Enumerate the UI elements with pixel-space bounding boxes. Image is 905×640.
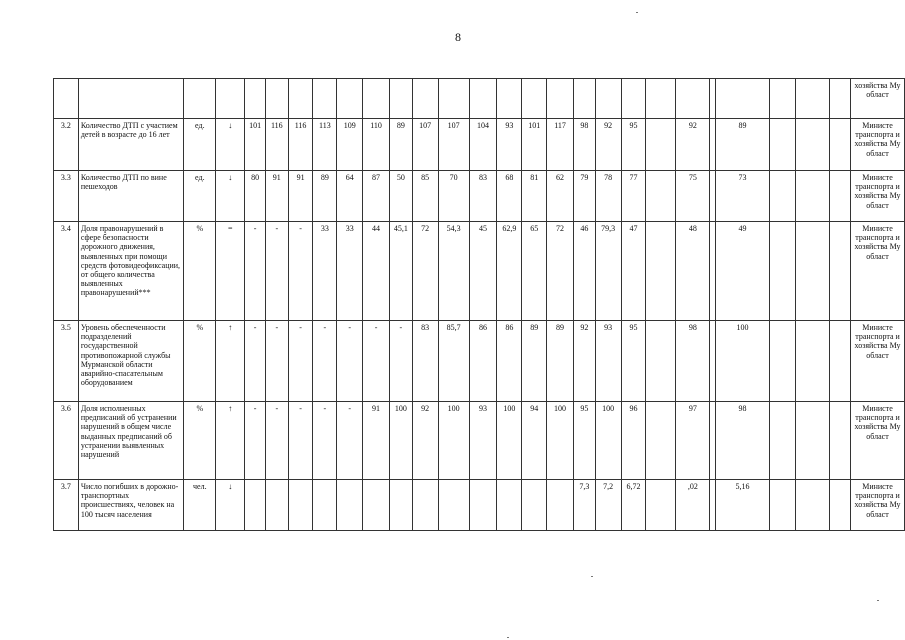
- table-row: [54, 119, 905, 171]
- value-cell: 46: [573, 222, 595, 321]
- value-cell: -: [313, 321, 337, 402]
- value-cell: 109: [337, 119, 363, 171]
- value-cell: 113: [313, 119, 337, 171]
- responsible-cell: Министе транспорта и хозяйства Му област: [851, 222, 905, 321]
- value-cell: -: [363, 321, 390, 402]
- value-cell: 100: [389, 402, 412, 480]
- value-cell: 97: [676, 402, 710, 480]
- value-cell: 68: [497, 171, 522, 222]
- empty-cell: [796, 402, 830, 480]
- value-cell: 100: [497, 402, 522, 480]
- value-cell: 92: [595, 119, 621, 171]
- value-cell: -: [265, 402, 288, 480]
- value-cell: 62,9: [497, 222, 522, 321]
- value-cell: 107: [438, 119, 469, 171]
- value-cell: 92: [573, 321, 595, 402]
- value-cell: -: [288, 222, 313, 321]
- value-cell: 62: [547, 171, 574, 222]
- value-cell: 91: [265, 171, 288, 222]
- value-cell: 6,72: [621, 480, 646, 531]
- table-row: [54, 480, 905, 531]
- empty-cell: [770, 119, 796, 171]
- empty-cell: [830, 402, 851, 480]
- value-cell: 101: [522, 119, 547, 171]
- value-cell: 98: [676, 321, 710, 402]
- value-cell: 73: [715, 171, 770, 222]
- value-cell: 116: [288, 119, 313, 171]
- value-cell: [646, 402, 676, 480]
- value-cell: 83: [412, 321, 438, 402]
- value-cell: 7,2: [595, 480, 621, 531]
- table-row: [54, 402, 905, 480]
- value-cell: 117: [547, 119, 574, 171]
- value-cell: [337, 480, 363, 531]
- value-cell: -: [265, 321, 288, 402]
- responsible-cell: Министе транспорта и хозяйства Му област: [851, 119, 905, 171]
- value-cell: 45,1: [389, 222, 412, 321]
- value-cell: 89: [313, 171, 337, 222]
- empty-cell: [830, 171, 851, 222]
- empty-cell: [796, 321, 830, 402]
- indicator-name: Доля исполненных предписаний об устранении нарушений в общем числе выданных предписаний об устранении выявленных нарушений: [78, 402, 183, 480]
- value-cell: 85: [412, 171, 438, 222]
- value-cell: 86: [497, 321, 522, 402]
- value-cell: [646, 222, 676, 321]
- value-cell: 98: [715, 402, 770, 480]
- value-cell: 116: [265, 119, 288, 171]
- value-cell: [646, 480, 676, 531]
- indicator-name: Количество ДТП по вине пешеходов: [78, 171, 183, 222]
- value-cell: 72: [547, 222, 574, 321]
- value-cell: 50: [389, 171, 412, 222]
- value-cell: 110: [363, 119, 390, 171]
- value-cell: [522, 480, 547, 531]
- value-cell: 70: [438, 171, 469, 222]
- value-cell: 44: [363, 222, 390, 321]
- value-cell: [265, 480, 288, 531]
- responsible-cell: Министе транспорта и хозяйства Му област: [851, 171, 905, 222]
- value-cell: 85,7: [438, 321, 469, 402]
- value-cell: -: [313, 402, 337, 480]
- row-number: 3.2: [54, 119, 79, 171]
- value-cell: 7,3: [573, 480, 595, 531]
- empty-cell: [770, 402, 796, 480]
- value-cell: 65: [522, 222, 547, 321]
- trend-cell: ↓: [216, 171, 245, 222]
- empty-cell: [770, 171, 796, 222]
- trend-cell: ↓: [216, 480, 245, 531]
- value-cell: [412, 480, 438, 531]
- empty-cell: [796, 119, 830, 171]
- value-cell: [438, 480, 469, 531]
- value-cell: 77: [621, 171, 646, 222]
- responsible-cell: Министе транспорта и хозяйства Му област: [851, 402, 905, 480]
- empty-cell: [796, 171, 830, 222]
- table-row: [54, 171, 905, 222]
- value-cell: -: [265, 222, 288, 321]
- value-cell: 93: [469, 402, 497, 480]
- indicator-name: Уровень обеспеченности подразделений государственной противопожарной службы Мурманской области аварийно-спасательным оборудованием: [78, 321, 183, 402]
- empty-cell: [830, 321, 851, 402]
- value-cell: [363, 480, 390, 531]
- value-cell: 94: [522, 402, 547, 480]
- value-cell: [646, 321, 676, 402]
- responsible-cell: хозяйства Му област: [851, 79, 905, 119]
- value-cell: 89: [522, 321, 547, 402]
- value-cell: 100: [547, 402, 574, 480]
- row-number: 3.6: [54, 402, 79, 480]
- value-cell: [389, 480, 412, 531]
- value-cell: [288, 480, 313, 531]
- value-cell: [245, 480, 266, 531]
- row-number: 3.5: [54, 321, 79, 402]
- empty-cell: [770, 321, 796, 402]
- value-cell: 33: [337, 222, 363, 321]
- value-cell: 75: [676, 171, 710, 222]
- value-cell: 5,16: [715, 480, 770, 531]
- value-cell: -: [288, 321, 313, 402]
- value-cell: 98: [573, 119, 595, 171]
- value-cell: -: [337, 321, 363, 402]
- value-cell: 49: [715, 222, 770, 321]
- value-cell: 87: [363, 171, 390, 222]
- row-number: 3.3: [54, 171, 79, 222]
- value-cell: -: [288, 402, 313, 480]
- value-cell: 93: [595, 321, 621, 402]
- empty-cell: [830, 119, 851, 171]
- indicator-name: Доля правонарушений в сфере безопасности дорожного движения, выявленных при помощи средств фотовидеофиксации, от общего количества выявленных правонарушений***: [78, 222, 183, 321]
- responsible-cell: Министе транспорта и хозяйства Му област: [851, 321, 905, 402]
- value-cell: -: [245, 222, 266, 321]
- value-cell: -: [245, 402, 266, 480]
- value-cell: 83: [469, 171, 497, 222]
- unit-cell: %: [184, 222, 216, 321]
- value-cell: 33: [313, 222, 337, 321]
- empty-cell: [770, 480, 796, 531]
- value-cell: 79,3: [595, 222, 621, 321]
- trend-cell: ↑: [216, 402, 245, 480]
- value-cell: 100: [715, 321, 770, 402]
- value-cell: 91: [363, 402, 390, 480]
- unit-cell: ед.: [184, 119, 216, 171]
- value-cell: [497, 480, 522, 531]
- value-cell: 45: [469, 222, 497, 321]
- value-cell: 48: [676, 222, 710, 321]
- value-cell: 79: [573, 171, 595, 222]
- value-cell: 86: [469, 321, 497, 402]
- empty-cell: [830, 480, 851, 531]
- empty-cell: [796, 222, 830, 321]
- value-cell: 91: [288, 171, 313, 222]
- table-row: [54, 222, 905, 321]
- value-cell: [313, 480, 337, 531]
- row-number: 3.4: [54, 222, 79, 321]
- unit-cell: %: [184, 402, 216, 480]
- value-cell: 96: [621, 402, 646, 480]
- value-cell: 54,3: [438, 222, 469, 321]
- trend-cell: =: [216, 222, 245, 321]
- value-cell: 107: [412, 119, 438, 171]
- value-cell: -: [245, 321, 266, 402]
- value-cell: 89: [715, 119, 770, 171]
- value-cell: 72: [412, 222, 438, 321]
- trend-cell: ↓: [216, 119, 245, 171]
- empty-cell: [770, 222, 796, 321]
- unit-cell: %: [184, 321, 216, 402]
- responsible-cell: Министе транспорта и хозяйства Му област: [851, 480, 905, 531]
- unit-cell: чел.: [184, 480, 216, 531]
- indicators-table: [53, 78, 905, 531]
- value-cell: 104: [469, 119, 497, 171]
- value-cell: [547, 480, 574, 531]
- value-cell: 100: [438, 402, 469, 480]
- value-cell: 89: [547, 321, 574, 402]
- value-cell: 95: [573, 402, 595, 480]
- page-number: 8: [455, 30, 461, 44]
- value-cell: 78: [595, 171, 621, 222]
- value-cell: 64: [337, 171, 363, 222]
- table-row: [54, 321, 905, 402]
- value-cell: [646, 119, 676, 171]
- value-cell: 47: [621, 222, 646, 321]
- value-cell: 95: [621, 119, 646, 171]
- value-cell: -: [337, 402, 363, 480]
- value-cell: 101: [245, 119, 266, 171]
- empty-cell: [830, 222, 851, 321]
- value-cell: [646, 171, 676, 222]
- value-cell: 89: [389, 119, 412, 171]
- row-number: 3.7: [54, 480, 79, 531]
- value-cell: 93: [497, 119, 522, 171]
- value-cell: 80: [245, 171, 266, 222]
- value-cell: [469, 480, 497, 531]
- value-cell: 95: [621, 321, 646, 402]
- trend-cell: ↑: [216, 321, 245, 402]
- value-cell: 100: [595, 402, 621, 480]
- value-cell: -: [389, 321, 412, 402]
- unit-cell: ед.: [184, 171, 216, 222]
- value-cell: 81: [522, 171, 547, 222]
- empty-cell: [796, 480, 830, 531]
- value-cell: 92: [676, 119, 710, 171]
- table-row-top: [54, 79, 905, 119]
- value-cell: ,02: [676, 480, 710, 531]
- value-cell: 92: [412, 402, 438, 480]
- indicator-name: Количество ДТП с участием детей в возрасте до 16 лет: [78, 119, 183, 171]
- indicator-name: Число погибших в дорожно-транспортных происшествиях, человек на 100 тысяч населения: [78, 480, 183, 531]
